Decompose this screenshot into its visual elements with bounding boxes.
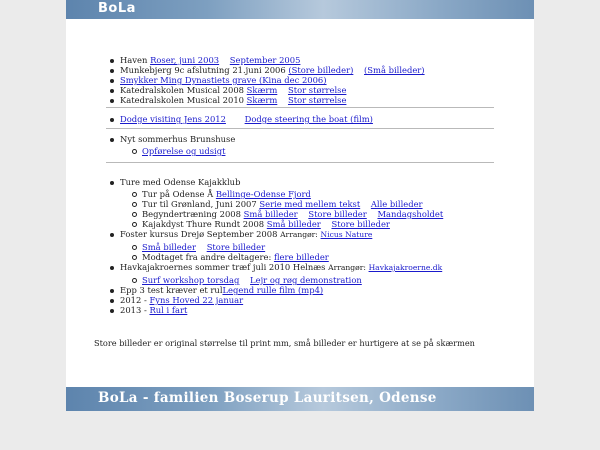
list-item: Ture med Odense Kajakklub Tur på Odense Å Bellinge-Odense Fjord Tur til Grønland, Juni 2007 Serie med mellem tekst Alle billeder Begyndertræning 2008 Små billeder Store billeder Mandagsholdet Kajakdyst Thure Rundt 2008 Små billeder Store billeder xyxy=(106,177,526,229)
skaerm-2010-link[interactable]: Skærm xyxy=(246,95,278,105)
rundt-smaa-link[interactable]: Små billeder xyxy=(266,219,321,229)
stor-stoerrelse-2010-link[interactable]: Stor størrelse xyxy=(287,95,347,105)
flere-billeder-link[interactable]: flere billeder xyxy=(273,252,329,262)
begynder-store-link[interactable]: Store billeder xyxy=(308,209,367,219)
list-item: Tur på Odense Å Bellinge-Odense Fjord xyxy=(128,189,526,199)
list-item: Munkebjerg 9c afslutning 21.juni 2006 (Store billeder) (Små billeder) xyxy=(106,65,526,75)
list-item xyxy=(106,114,526,124)
sublist xyxy=(128,275,526,285)
mandagsholdet-link[interactable]: Mandagsholdet xyxy=(377,209,444,219)
divider xyxy=(106,107,494,108)
main-content xyxy=(66,19,534,387)
havkajakroerne-link[interactable]: Havkajakroerne.dk xyxy=(368,263,443,272)
stor-stoerrelse-2008-link[interactable]: Stor størrelse xyxy=(287,85,347,95)
footer-banner xyxy=(66,387,534,411)
sublist xyxy=(128,242,526,262)
sublist xyxy=(128,189,526,229)
list-item: Foster kursus Drejø September 2008 Arrangør: Nicus Nature Små billeder Store billeder Modtaget fra andre deltagere: flere billeder xyxy=(106,229,526,262)
list-item: 2012 - Fyns Hoved 22 januar xyxy=(106,295,526,305)
foster-store-link[interactable]: Store billeder xyxy=(206,242,266,252)
site-title: BoLa xyxy=(98,1,136,16)
list-item: Kajakdyst Thure Rundt 2008 Små billeder Store billeder xyxy=(128,219,526,229)
roser-link[interactable]: Roser, juni 2003 xyxy=(150,55,220,65)
foster-smaa-link[interactable]: Små billeder xyxy=(142,242,197,252)
september-2005-link[interactable]: September 2005 xyxy=(229,55,301,65)
sublist xyxy=(128,146,526,156)
opfoerelse-link[interactable]: Opførelse og udsigt xyxy=(142,146,226,156)
list-item xyxy=(106,75,526,85)
list-item: Haven Roser, juni 2003 September 2005 xyxy=(106,55,526,65)
list-item xyxy=(128,275,526,285)
list-item: Katedralskolen Musical 2010 Skærm Stor størrelse xyxy=(106,95,526,105)
list-item xyxy=(128,242,526,252)
alle-billeder-link[interactable]: Alle billeder xyxy=(370,199,423,209)
sommerhus-list xyxy=(106,134,526,156)
list-item: Modtaget fra andre deltagere: flere billeder xyxy=(128,252,526,262)
skaerm-2008-link[interactable]: Skærm xyxy=(246,85,278,95)
footer-title: BoLa - familien Boserup Lauritsen, Odense xyxy=(98,390,437,406)
dodge-steering-link[interactable]: Dodge steering the boat (film) xyxy=(244,114,373,124)
list-item xyxy=(128,146,526,156)
rul-i-fart-link[interactable]: Rul i fart xyxy=(149,305,188,315)
nicus-nature-link[interactable]: Nicus Nature xyxy=(320,230,373,239)
dodge-links-list xyxy=(106,114,526,124)
bellinge-link[interactable]: Bellinge-Odense Fjord xyxy=(215,189,311,199)
legend-rulle-link[interactable]: Legend rulle film (mp4) xyxy=(222,285,324,295)
store-billeder-link[interactable]: (Store billeder) xyxy=(288,65,354,75)
divider xyxy=(106,128,494,129)
list-item: Katedralskolen Musical 2008 Skærm Stor størrelse xyxy=(106,85,526,95)
fyns-hoved-link[interactable]: Fyns Hoved 22 januar xyxy=(149,295,244,305)
list-item: Havkajakroernes sommer træf juli 2010 Helnæs Arrangør: Havkajakroerne.dk Surf workshop torsdag Lejr og røg demonstration xyxy=(106,262,526,285)
list-item: Nyt sommerhus Brunshuse Opførelse og udsigt xyxy=(106,134,526,156)
rundt-store-link[interactable]: Store billeder xyxy=(331,219,390,229)
divider xyxy=(106,162,494,163)
lejr-link[interactable]: Lejr og røg demonstration xyxy=(250,275,362,285)
serie-link[interactable]: Serie med mellem tekst xyxy=(259,199,361,209)
smaa-billeder-link[interactable]: (Små billeder) xyxy=(364,65,425,75)
image-size-note: Store billeder er original størrelse til print mm, små billeder er hurtigere at se på skærmen xyxy=(94,338,475,348)
list-item: Tur til Grønland, Juni 2007 Serie med mellem tekst Alle billeder xyxy=(128,199,526,209)
dodge-visiting-link[interactable]: Dodge visiting Jens 2012 xyxy=(120,114,226,124)
header-banner xyxy=(66,0,534,19)
family-links-list xyxy=(106,55,526,105)
kajak-list xyxy=(106,177,526,315)
list-item: Begyndertræning 2008 Små billeder Store billeder Mandagsholdet xyxy=(128,209,526,219)
list-item: Epp 3 test kræver et rulLegend rulle film (mp4) xyxy=(106,285,526,295)
surf-workshop-link[interactable]: Surf workshop torsdag xyxy=(142,275,240,285)
smykker-link[interactable]: Smykker Ming Dynastiets grave (Kina dec 2006) xyxy=(120,75,327,85)
list-item: 2013 - Rul i fart xyxy=(106,305,526,315)
begynder-smaa-link[interactable]: Små billeder xyxy=(243,209,298,219)
